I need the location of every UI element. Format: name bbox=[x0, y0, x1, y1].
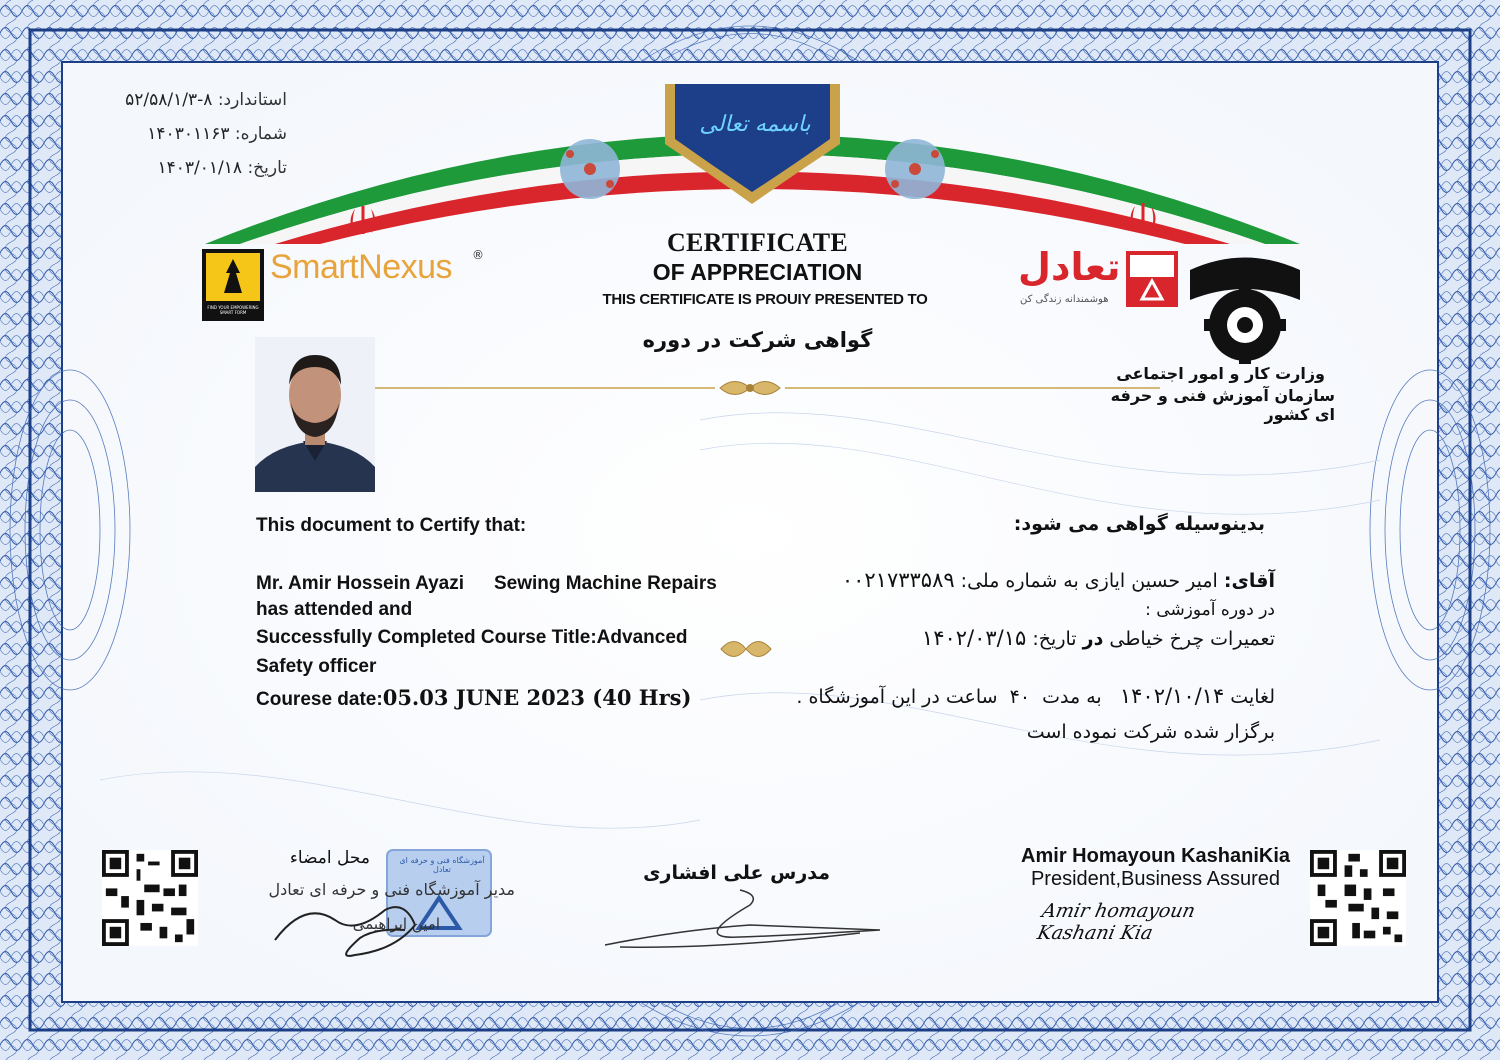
completed-line: Successfully Completed Course Title:Advanced bbox=[256, 627, 688, 648]
ministry-gear-icon bbox=[1180, 250, 1310, 365]
smartnexus-logo-icon: FIND YOUR EMPOWERING SMART FORM bbox=[202, 249, 264, 321]
center-ornament bbox=[716, 634, 776, 664]
certificate-title: CERTIFICATE bbox=[666, 228, 849, 257]
divider-ornament bbox=[340, 377, 1160, 399]
recipient-name: Mr. Amir Hossein Ayazi bbox=[256, 573, 465, 594]
attended-line: has attended and bbox=[256, 599, 413, 620]
smartnexus-wordmark: SmartNexus bbox=[270, 248, 453, 286]
fa-course-line: تعمیرات چرخ خیاطی در تاریخ: ۱۴۰۲/۰۳/۱۵ bbox=[921, 626, 1275, 650]
taadol-mark-icon bbox=[1126, 251, 1178, 307]
course-date: Courese date:05.03 JUNE 2023 (40 Hrs) bbox=[256, 685, 692, 710]
meta-standard: استاندارد: ۸-۵۲/۵۸/۱/۳ bbox=[125, 90, 287, 110]
manager-signature bbox=[265, 880, 445, 965]
teacher-signature bbox=[600, 885, 885, 955]
portrait-photo bbox=[255, 337, 375, 492]
certificate-title-fa: گواهی شرکت در دوره bbox=[642, 328, 873, 352]
presented-line: THIS CERTIFICATE IS PROUIY PRESENTED TO bbox=[602, 291, 928, 308]
taadol-logo: تعادل bbox=[1018, 245, 1121, 289]
president-name: Amir Homayoun KashaniKia bbox=[1021, 845, 1290, 867]
course-name-top: Sewing Machine Repairs bbox=[494, 573, 717, 594]
fa-course-label: در دوره آموزشی : bbox=[1145, 600, 1275, 620]
qr-code-right bbox=[1310, 850, 1406, 946]
meta-block bbox=[92, 90, 287, 192]
taadol-tagline: هوشمندانه زندگی کن bbox=[1020, 294, 1109, 305]
course-name-bottom: Safety officer bbox=[256, 656, 377, 677]
manager-name: امین ابراهیمی bbox=[352, 915, 440, 933]
fa-intro: بدینوسیله گواهی می شود: bbox=[1013, 513, 1265, 535]
meta-number: شماره: ۱۴۰۳۰۱۱۶۳ bbox=[147, 124, 287, 144]
president-signature: Amir homayoun Kashani Kia bbox=[1035, 900, 1198, 944]
ministry-line-2: سازمان آموزش فنی و حرفه ای کشور bbox=[1110, 386, 1335, 424]
fa-name-line: آقای: امیر حسین ایازی به شماره ملی: ۰۰۲۱۷۳۳۵۸۹ bbox=[841, 568, 1275, 592]
banner-text: باسمه تعالی bbox=[699, 112, 811, 137]
qr-code-left bbox=[102, 850, 198, 946]
ministry-line-1: وزارت کار و امور اجتماعی bbox=[1116, 364, 1325, 383]
registered-mark: ® bbox=[472, 248, 484, 262]
manager-title: مدیر آموزشگاه فنی و حرفه ای تعادل bbox=[268, 880, 515, 899]
stamp-text: آموزشگاه فنی و حرفه ای تعادل bbox=[399, 856, 485, 874]
certificate-subtitle: OF APPRECIATION bbox=[652, 259, 863, 285]
fa-duration-line: لغایت ۱۴۰۲/۱۰/۱۴ به مدت ۴۰ ساعت در این آموزشگاه . bbox=[796, 684, 1275, 708]
meta-date: تاریخ: ۱۴۰۳/۰۱/۱۸ bbox=[157, 158, 287, 178]
fa-last-line: برگزار شده شرکت نموده است bbox=[1026, 721, 1275, 743]
signature-place-label: محل امضاء bbox=[289, 848, 370, 868]
certify-line: This document to Certify that: bbox=[256, 515, 527, 536]
president-role: President,Business Assured bbox=[1030, 868, 1280, 890]
teacher-label: مدرس علی افشاری bbox=[643, 862, 830, 884]
